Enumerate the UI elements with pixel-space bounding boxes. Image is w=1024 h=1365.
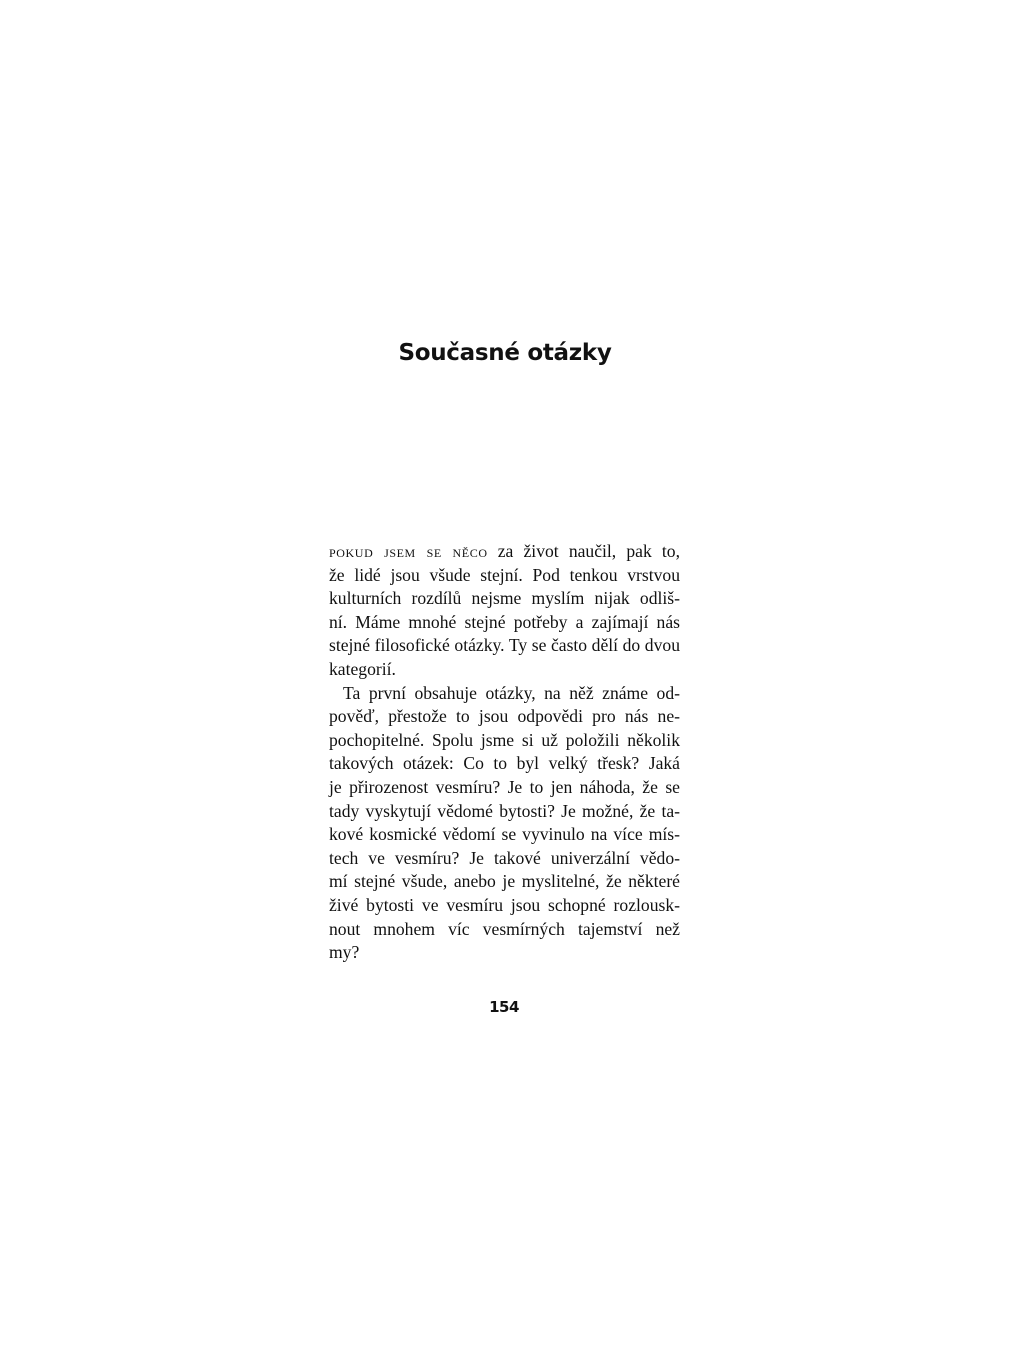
- paragraph-line: pochopitelné. Spolu jsme si už položili několik: [329, 729, 680, 750]
- paragraph-line: tady vyskytují vědomé bytosti? Je možné, že ta-: [329, 800, 680, 821]
- page-number: 154: [489, 998, 519, 1016]
- paragraph-line-text: za život naučil, pak to,: [487, 541, 680, 561]
- paragraph-line: kové kosmické vědomí se vyvinulo na více mís-: [329, 824, 680, 845]
- paragraph-line: mí stejné všude, anebo je myslitelné, že některé: [329, 871, 680, 892]
- chapter-title: Současné otázky: [398, 340, 612, 366]
- lead-in-smallcaps: pokud jsem se něco: [329, 541, 488, 561]
- paragraph-line: že lidé jsou všude stejní. Pod tenkou vrstvou: [329, 564, 680, 585]
- paragraph-line: je přirozenost vesmíru? Je to jen náhoda, že se: [329, 776, 680, 797]
- paragraph-line: kategorií.: [329, 658, 396, 679]
- paragraph-line: [329, 540, 680, 564]
- paragraph-line: tech ve vesmíru? Je takové univerzální vědo-: [329, 847, 680, 868]
- body-text: [329, 540, 680, 965]
- paragraph-line: takových otázek: Co to byl velký třesk? Jaká: [329, 753, 680, 774]
- paragraph-line: nout mnohem víc vesmírných tajemství než: [329, 918, 680, 939]
- paragraph-line: živé bytosti ve vesmíru jsou schopné rozlousk-: [329, 894, 680, 915]
- paragraph-line: kulturních rozdílů nejsme myslím nijak odliš-: [329, 588, 680, 609]
- paragraph-line: stejné filosofické otázky. Ty se často dělí do dvou: [329, 635, 680, 656]
- paragraph-line: Ta první obsahuje otázky, na něž známe od-: [343, 682, 680, 703]
- paragraph-line: ní. Máme mnohé stejné potřeby a zajímají nás: [329, 611, 680, 632]
- paragraph-line: pověď, přestože to jsou odpovědi pro nás ne-: [329, 706, 680, 727]
- paragraph-line: my?: [329, 942, 360, 963]
